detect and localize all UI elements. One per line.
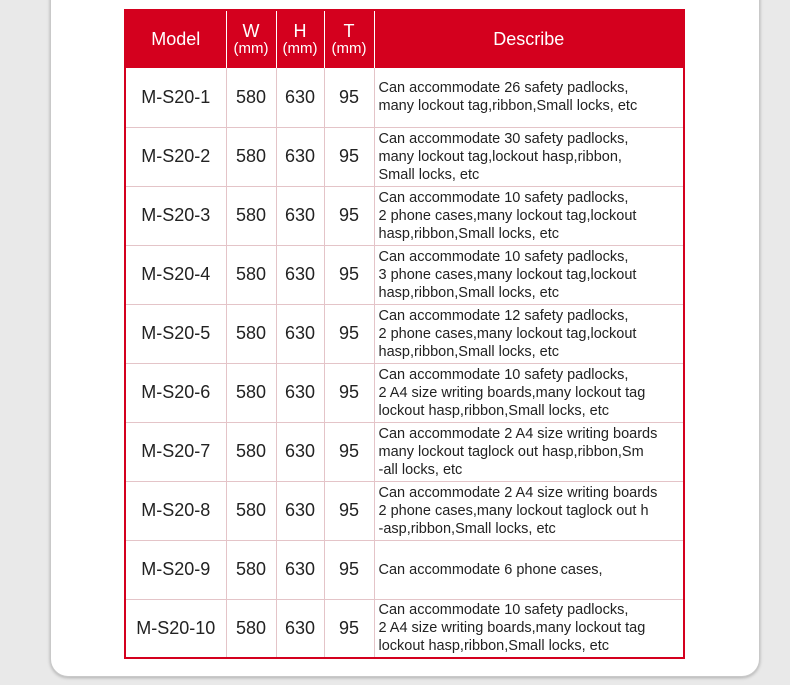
header-width-label: W <box>242 21 260 41</box>
cell-width: 580 <box>226 245 276 304</box>
table-row <box>125 422 684 481</box>
cell-thickness: 95 <box>324 599 374 658</box>
cell-describe: Can accommodate 26 safety padlocks, many lockout tag,ribbon,Small locks, etc <box>374 68 684 127</box>
cell-model: M-S20-6 <box>125 363 226 422</box>
cell-width: 580 <box>226 68 276 127</box>
table-row <box>125 363 684 422</box>
header-model: Model <box>125 10 226 68</box>
cell-describe: Can accommodate 30 safety padlocks, many lockout tag,lockout hasp,ribbon, Small locks, etc <box>374 127 684 186</box>
cell-thickness: 95 <box>324 68 374 127</box>
cell-model: M-S20-10 <box>125 599 226 658</box>
table-row <box>125 599 684 658</box>
table-header <box>125 10 684 68</box>
cell-width: 580 <box>226 186 276 245</box>
spec-table <box>124 9 685 659</box>
cell-height: 630 <box>276 481 324 540</box>
cell-model: M-S20-2 <box>125 127 226 186</box>
cell-model: M-S20-4 <box>125 245 226 304</box>
cell-height: 630 <box>276 540 324 599</box>
cell-model: M-S20-9 <box>125 540 226 599</box>
cell-describe: Can accommodate 10 safety padlocks, 2 phone cases,many lockout tag,lockout hasp,ribbon,Small locks, etc <box>374 186 684 245</box>
table-row <box>125 540 684 599</box>
cell-thickness: 95 <box>324 422 374 481</box>
cell-thickness: 95 <box>324 363 374 422</box>
cell-height: 630 <box>276 304 324 363</box>
table-row <box>125 245 684 304</box>
cell-describe: Can accommodate 10 safety padlocks, 2 A4 size writing boards,many lockout tag lockout hasp,ribbon,Small locks, etc <box>378 602 646 655</box>
cell-width: 580 <box>226 422 276 481</box>
table-row <box>125 127 684 186</box>
cell-describe: Can accommodate 2 A4 size writing boards many lockout taglock out hasp,ribbon,Sm -all locks, etc <box>374 422 684 481</box>
table-body <box>125 68 684 658</box>
cell-height: 630 <box>276 599 324 658</box>
cell-width: 580 <box>226 540 276 599</box>
cell-describe: Can accommodate 10 safety padlocks, 2 A4 size writing boards,many lockout tag lockout hasp,ribbon,Small locks, etc <box>374 363 684 422</box>
header-height-label: H <box>293 21 307 41</box>
cell-describe: Can accommodate 6 phone cases, <box>374 540 684 599</box>
cell-height: 630 <box>276 422 324 481</box>
cell-describe: Can accommodate 10 safety padlocks, 3 phone cases,many lockout tag,lockout hasp,ribbon,Small locks, etc <box>374 245 684 304</box>
header-width <box>226 10 276 68</box>
cell-model: M-S20-7 <box>125 422 226 481</box>
cell-describe: Can accommodate 12 safety padlocks, 2 phone cases,many lockout tag,lockout hasp,ribbon,Small locks, etc <box>374 304 684 363</box>
cell-height: 630 <box>276 127 324 186</box>
header-width-unit: (mm) <box>233 40 269 57</box>
header-describe: Describe <box>374 10 684 68</box>
cell-width: 580 <box>226 599 276 658</box>
table-row <box>125 186 684 245</box>
cell-model: M-S20-1 <box>125 68 226 127</box>
header-thickness-unit: (mm) <box>331 40 367 57</box>
cell-model: M-S20-5 <box>125 304 226 363</box>
cell-thickness: 95 <box>324 304 374 363</box>
cell-width: 580 <box>226 481 276 540</box>
cell-width: 580 <box>226 127 276 186</box>
cell-height: 630 <box>276 363 324 422</box>
cell-describe: Can accommodate 2 A4 size writing boards 2 phone cases,many lockout taglock out h -asp,ribbon,Small locks, etc <box>374 481 684 540</box>
cell-thickness: 95 <box>324 481 374 540</box>
cell-width: 580 <box>226 304 276 363</box>
cell-thickness: 95 <box>324 540 374 599</box>
table-row <box>125 481 684 540</box>
cell-height: 630 <box>276 186 324 245</box>
header-height <box>276 10 324 68</box>
cell-thickness: 95 <box>324 245 374 304</box>
table-row <box>125 68 684 127</box>
cell-height: 630 <box>276 245 324 304</box>
header-thickness <box>324 10 374 68</box>
cell-width: 580 <box>226 363 276 422</box>
cell-thickness: 95 <box>324 127 374 186</box>
table-row <box>125 304 684 363</box>
cell-model: M-S20-3 <box>125 186 226 245</box>
header-height-unit: (mm) <box>282 40 318 57</box>
cell-model: M-S20-8 <box>125 481 226 540</box>
cell-height: 630 <box>276 68 324 127</box>
cell-thickness: 95 <box>324 186 374 245</box>
header-thickness-label: T <box>343 21 355 41</box>
header-row <box>125 10 684 68</box>
